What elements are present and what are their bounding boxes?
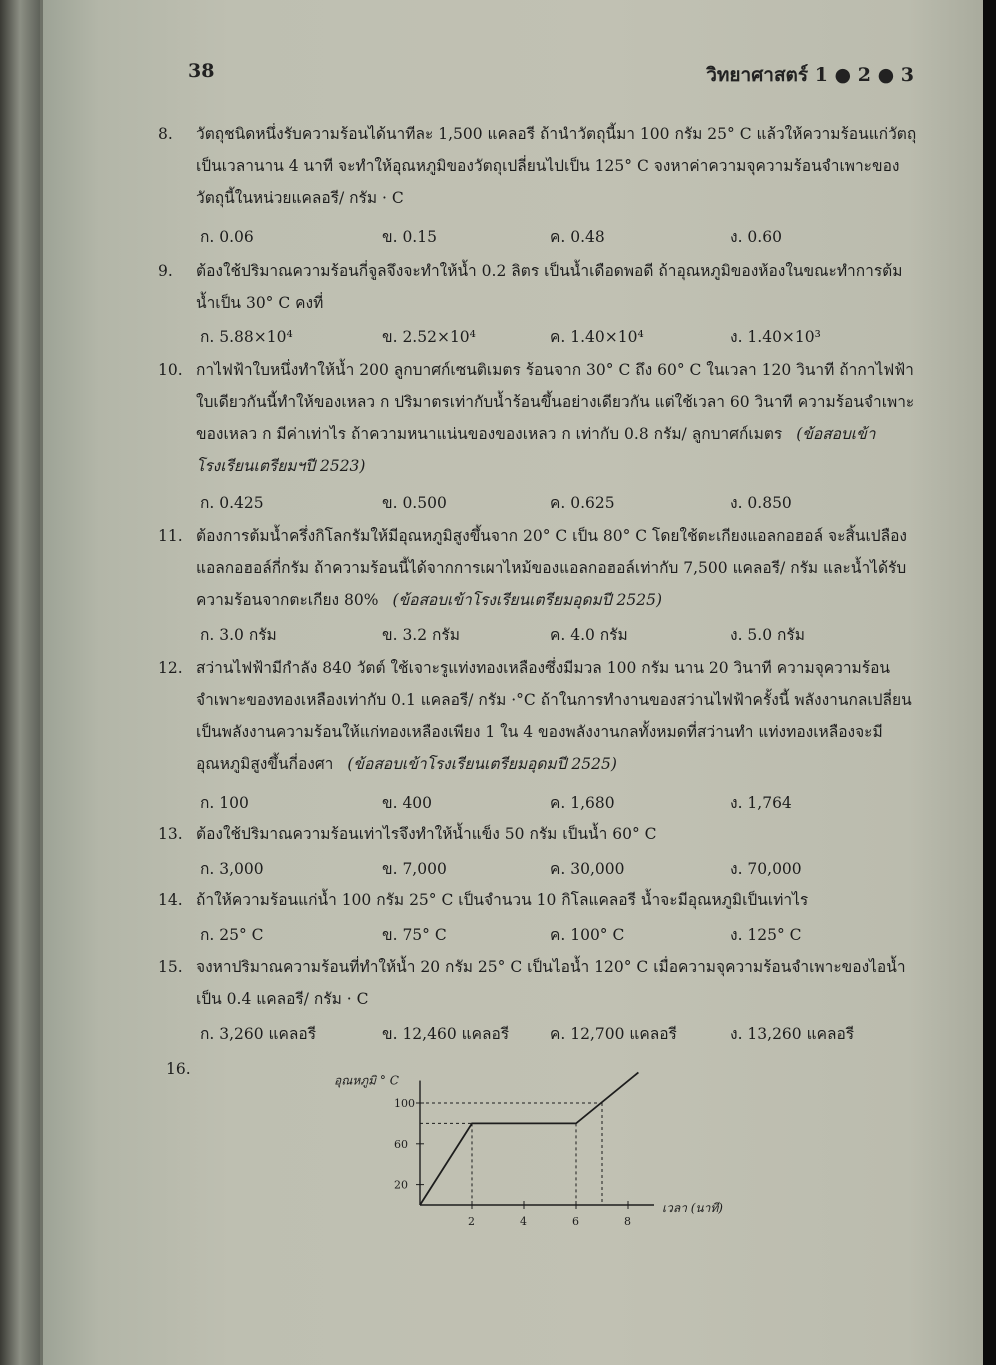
temperature-time-graph (320, 1055, 760, 1255)
option-d: ง. 13,260 แคลอรี (730, 1025, 855, 1043)
question-15 (158, 951, 918, 1015)
option-c: ค. 1,680 (550, 794, 615, 812)
option-b: ข. 400 (382, 794, 433, 812)
question-15-options (196, 1021, 916, 1051)
exam-citation: (ข้อสอบเข้าโรงเรียนเตรียมอุดมปี 2525) (347, 755, 617, 773)
question-number: 12. (158, 659, 183, 677)
y-axis-label: อุณหภูมิ ° C (334, 1073, 399, 1088)
option-b: ข. 0.500 (382, 494, 447, 512)
question-text: สว่านไฟฟ้ามีกำลัง 840 วัตต์ ใช้เจาะรูแท่งทองเหลืองซึ่งมีมวล 100 กรัม นาน 20 วินาที ความจุความร้อนจำเพาะของทองเหลืองเท่ากับ 0.1 แคลอรี/ กรัม ·°C ถ้าในการทำงานของสว่านไฟฟ้าครั้งนี้ พลังงานกลเปลี่ยนเป็นพลังงานความร้อนให้แก่ทองเหลืองเพียง 1 ใน 4 ของพลังงานกลทั้งหมดที่สว่านทำ แท่งทองเหลืองจะมีอุณหภูมิสูงขึ้นกี่องศา (196, 659, 912, 773)
y-tick-label: 20 (394, 1178, 408, 1192)
question-11 (158, 520, 918, 616)
option-b: ข. 3.2 กรัม (382, 626, 460, 644)
question-9-options (196, 324, 916, 354)
option-d: ง. 0.60 (730, 228, 782, 246)
option-d: ง. 0.850 (730, 494, 792, 512)
book-spine (0, 0, 40, 1365)
question-number: 14. (158, 891, 183, 909)
question-13 (158, 818, 918, 850)
option-a: ก. 25° C (200, 926, 264, 944)
question-16-number: 16. (166, 1060, 191, 1078)
option-a: ก. 3,000 (200, 860, 264, 878)
question-8-options (196, 224, 916, 254)
y-tick-label: 60 (394, 1137, 408, 1151)
x-axis-label: เวลา (นาที) (662, 1201, 723, 1215)
question-stem: ต้องใช้ปริมาณความร้อนเท่าไรจึงทำให้น้ำแข็ง 50 กรัม เป็นน้ำ 60° C (196, 825, 657, 843)
option-a: ก. 5.88×10⁴ (200, 328, 293, 346)
option-a: ก. 3,260 แคลอรี (200, 1025, 317, 1043)
question-stem (196, 354, 918, 482)
question-text: กาไฟฟ้าใบหนึ่งทำให้น้ำ 200 ลูกบาศก์เซนติเมตร ร้อนจาก 30° C ถึง 60° C ในเวลา 120 วินาที ถ้ากาไฟฟ้าใบเดียวกันนี้ทำให้ของเหลว ก ปริมาตรเท่ากับน้ำร้อนขึ้นอย่างเดียวกัน แต่ใช้เวลา 60 วินาที ความร้อนจำเพาะของเหลว ก มีค่าเท่าไร ถ้าความหนาแน่นของของเหลว ก เท่ากับ 0.8 กรัม/ ลูกบาศก์เมตร (196, 361, 915, 443)
x-tick-label: 6 (572, 1215, 579, 1228)
question-8 (158, 118, 918, 214)
question-number: 10. (158, 361, 183, 379)
exam-citation: (ข้อสอบเข้าโรงเรียนเตรียมฯปี 2523) (196, 425, 876, 475)
question-stem (196, 652, 918, 780)
option-c: ค. 100° C (550, 926, 625, 944)
option-a: ก. 3.0 กรัม (200, 626, 277, 644)
question-number: 13. (158, 825, 183, 843)
question-number: 11. (158, 527, 183, 545)
option-c: ค. 0.48 (550, 228, 605, 246)
option-a: ก. 100 (200, 794, 249, 812)
option-c: ค. 12,700 แคลอรี (550, 1025, 677, 1043)
option-d: ง. 70,000 (730, 860, 802, 878)
exam-citation: (ข้อสอบเข้าโรงเรียนเตรียมอุดมปี 2525) (392, 591, 663, 609)
question-stem: ถ้าให้ความร้อนแก่น้ำ 100 กรัม 25° C เป็นจำนวน 10 กิโลแคลอรี น้ำจะมีอุณหภูมิเป็นเท่าไร (196, 891, 809, 909)
question-stem: จงหาปริมาณความร้อนที่ทำให้น้ำ 20 กรัม 25° C เป็นไอน้ำ 120° C เมื่อความจุความร้อนจำเพาะของไอน้ำเป็น 0.4 แคลอรี/ กรัม · C (196, 958, 906, 1008)
option-c: ค. 30,000 (550, 860, 625, 878)
option-c: ค. 1.40×10⁴ (550, 328, 644, 346)
option-b: ข. 2.52×10⁴ (382, 328, 476, 346)
page-header-title: วิทยาศาสตร์ 1 ● 2 ● 3 (706, 64, 914, 86)
question-14 (158, 884, 918, 916)
question-stem (196, 520, 918, 616)
y-tick-label: 100 (394, 1097, 415, 1110)
question-number: 15. (158, 958, 183, 976)
x-tick-label: 4 (520, 1215, 527, 1228)
option-b: ข. 75° C (382, 926, 447, 944)
question-11-options (196, 622, 916, 652)
question-12-options (196, 790, 916, 820)
x-tick-label: 8 (624, 1215, 631, 1228)
question-12 (158, 652, 918, 780)
option-a: ก. 0.06 (200, 228, 254, 246)
question-10 (158, 354, 918, 482)
temperature-curve (420, 1072, 638, 1205)
x-tick-label: 2 (468, 1215, 475, 1228)
option-c: ค. 4.0 กรัม (550, 626, 628, 644)
question-stem: ต้องใช้ปริมาณความร้อนกี่จูลจึงจะทำให้น้ำ 0.2 ลิตร เป็นน้ำเดือดพอดี ถ้าอุณหภูมิของห้องในขณะทำการต้มน้ำเป็น 30° C คงที่ (196, 262, 903, 312)
question-number: 9. (158, 262, 173, 280)
option-d: ง. 1,764 (730, 794, 792, 812)
question-text: ต้องการต้มน้ำครึ่งกิโลกรัมให้มีอุณหภูมิสูงขึ้นจาก 20° C เป็น 80° C โดยใช้ตะเกียงแอลกอฮอล์ จะสิ้นเปลืองแอลกอฮอล์กี่กรัม ถ้าความร้อนนี้ได้จากการเผาไหม้ของแอลกอฮอล์เท่ากับ 7,500 แคลอรี/ กรัม และน้ำได้รับความร้อนจากตะเกียง 80% (196, 527, 907, 609)
option-d: ง. 5.0 กรัม (730, 626, 805, 644)
option-d: ง. 125° C (730, 926, 802, 944)
question-14-options (196, 922, 916, 952)
question-number: 8. (158, 125, 173, 143)
option-a: ก. 0.425 (200, 494, 264, 512)
option-d: ง. 1.40×10³ (730, 328, 821, 346)
question-13-options (196, 856, 916, 886)
question-10-options (196, 490, 916, 520)
question-9 (158, 255, 918, 319)
page-number: 38 (188, 60, 215, 82)
option-b: ข. 12,460 แคลอรี (382, 1025, 510, 1043)
option-c: ค. 0.625 (550, 494, 615, 512)
option-b: ข. 7,000 (382, 860, 447, 878)
question-stem: วัตถุชนิดหนึ่งรับความร้อนได้นาทีละ 1,500 แคลอรี ถ้านำวัตถุนี้มา 100 กรัม 25° C แล้วให้ความร้อนแก่วัตถุเป็นเวลานาน 4 นาที จะทำให้อุณหภูมิของวัตถุเปลี่ยนไปเป็น 125° C จงหาค่าความจุความร้อนจำเพาะของวัตถุนี้ในหน่วยแคลอรี/ กรัม · C (196, 125, 917, 207)
option-b: ข. 0.15 (382, 228, 437, 246)
